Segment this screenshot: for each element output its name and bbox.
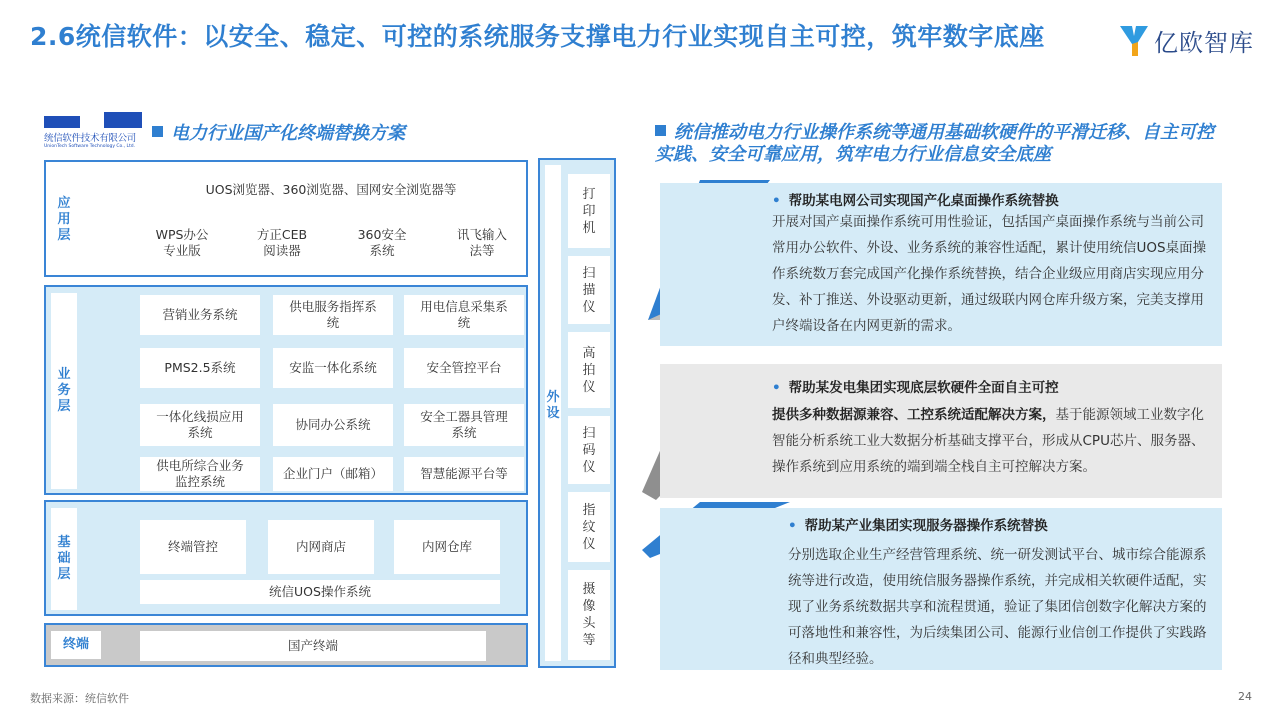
business-layer [44, 285, 528, 495]
case-panel-1 [660, 183, 1222, 346]
case-title: • 帮助某电网公司实现国产化桌面操作系统替换 [772, 193, 1059, 209]
peripheral-box: 摄像头等 [568, 570, 610, 660]
biz-box: 供电服务指挥系 统 [273, 295, 393, 335]
data-source: 数据来源：统信软件 [30, 692, 129, 705]
bullet-icon: • [772, 380, 781, 396]
case-title: • 帮助某发电集团实现底层软硬件全面自主可控 [772, 380, 1059, 396]
peripherals-column [538, 158, 616, 668]
terminal-layer-label: 终端 [51, 631, 101, 659]
case-bold-lead: 提供多种数据源兼容、工控系统适配解决方案， [772, 407, 1056, 423]
business-layer-label: 业务层 [51, 293, 77, 489]
biz-box: 安全管控平台 [404, 348, 524, 388]
peripheral-box: 扫码仪 [568, 416, 610, 484]
app-box-ifly: 讯飞输入 法等 [440, 222, 524, 264]
case-body: 提供多种数据源兼容、工控系统适配解决方案，基于能源领域工业数字化智能分析系统工业大数据分析基础支撑平台，形成从CPU芯片、服务器、操作系统到应用系统的端到端全栈自主可控解决方案。 [772, 407, 1205, 475]
square-bullet-icon [152, 126, 163, 137]
square-bullet-icon [655, 125, 666, 136]
brand-name: 亿欧智库 [1154, 28, 1254, 57]
company-logo-cn: 统信软件技术有限公司 [44, 133, 137, 144]
brand-logo-icon [1118, 22, 1150, 58]
peripheral-box: 扫描仪 [568, 256, 610, 324]
peripherals-label: 外设 [546, 390, 560, 421]
base-layer-label: 基础层 [51, 508, 77, 610]
app-layer-label: 应用层 [51, 168, 77, 271]
page-title: 2.6统信软件：以安全、稳定、可控的系统服务支撑电力行业实现自主可控，筑牢数字底座 [30, 22, 1045, 51]
app-layer [44, 160, 528, 277]
biz-box: 用电信息采集系 统 [404, 295, 524, 335]
peripheral-box: 打印机 [568, 174, 610, 248]
biz-box: 营销业务系统 [140, 295, 260, 335]
app-box-wps: WPS办公 专业版 [140, 222, 224, 264]
biz-box: 协同办公系统 [273, 404, 393, 446]
company-logo-mark [44, 112, 144, 128]
terminal-box: 国产终端 [140, 631, 486, 661]
terminal-layer [44, 623, 528, 667]
company-logo [44, 112, 144, 154]
right-section-heading: 统信推动电力行业操作系统等通用基础软硬件的平滑迁移、自主可控实践、安全可靠应用，筑牢电力行业信息安全底座 [655, 122, 1214, 165]
biz-box: 智慧能源平台等 [404, 457, 524, 491]
base-box: 内网仓库 [394, 520, 500, 574]
case-title: • 帮助某产业集团实现服务器操作系统替换 [788, 518, 1048, 534]
app-box-ceb: 方正CEB 阅读器 [240, 222, 324, 264]
biz-box: PMS2.5系统 [140, 348, 260, 388]
app-box-360: 360安全 系统 [340, 222, 424, 264]
left-section-heading: 电力行业国产化终端替换方案 [152, 123, 405, 145]
bullet-icon: • [788, 518, 797, 534]
biz-box: 安全工器具管理 系统 [404, 404, 524, 446]
bullet-icon: • [772, 193, 781, 209]
case-panel-2 [660, 364, 1222, 498]
base-layer [44, 500, 528, 616]
case-body: 分别选取企业生产经营管理系统、统一研发测试平台、城市综合能源系统等进行改造，使用统信服务器操作系统，并完成相关软硬件适配，实现了业务系统数据共享和流程贯通，验证了集团信创数字化解决方案的可落地性和兼容性，为后续集团公司、能源行业信创工作提供了实践路径和典型经验。 [788, 547, 1207, 667]
case-panel-3 [660, 508, 1222, 670]
base-box: 内网商店 [268, 520, 374, 574]
brand-logo [1118, 20, 1258, 60]
browsers-box: UOS浏览器、360浏览器、国网安全浏览器等 [140, 172, 522, 208]
base-box: 终端管控 [140, 520, 246, 574]
biz-box: 安监一体化系统 [273, 348, 393, 388]
company-logo-en: UnionTech Software Technology Co., Ltd. [44, 144, 136, 149]
case-body: 开展对国产桌面操作系统可用性验证，包括国产桌面操作系统与当前公司常用办公软件、外设、业务系统的兼容性适配，累计使用统信UOS桌面操作系统数万套完成国产化操作系统替换，结合企业级应用商店实现应用分发、补丁推送、外设驱动更新，通过级联内网仓库升级方案，完美支撑用户终端设备在内网更新的需求。 [772, 214, 1207, 334]
page-number: 24 [1238, 690, 1252, 703]
peripheral-box: 高拍仪 [568, 332, 610, 408]
biz-box: 一体化线损应用 系统 [140, 404, 260, 446]
os-box: 统信UOS操作系统 [140, 580, 500, 604]
peripheral-box: 指纹仪 [568, 492, 610, 562]
biz-box: 企业门户（邮箱） [273, 457, 393, 491]
biz-box: 供电所综合业务 监控系统 [140, 457, 260, 491]
